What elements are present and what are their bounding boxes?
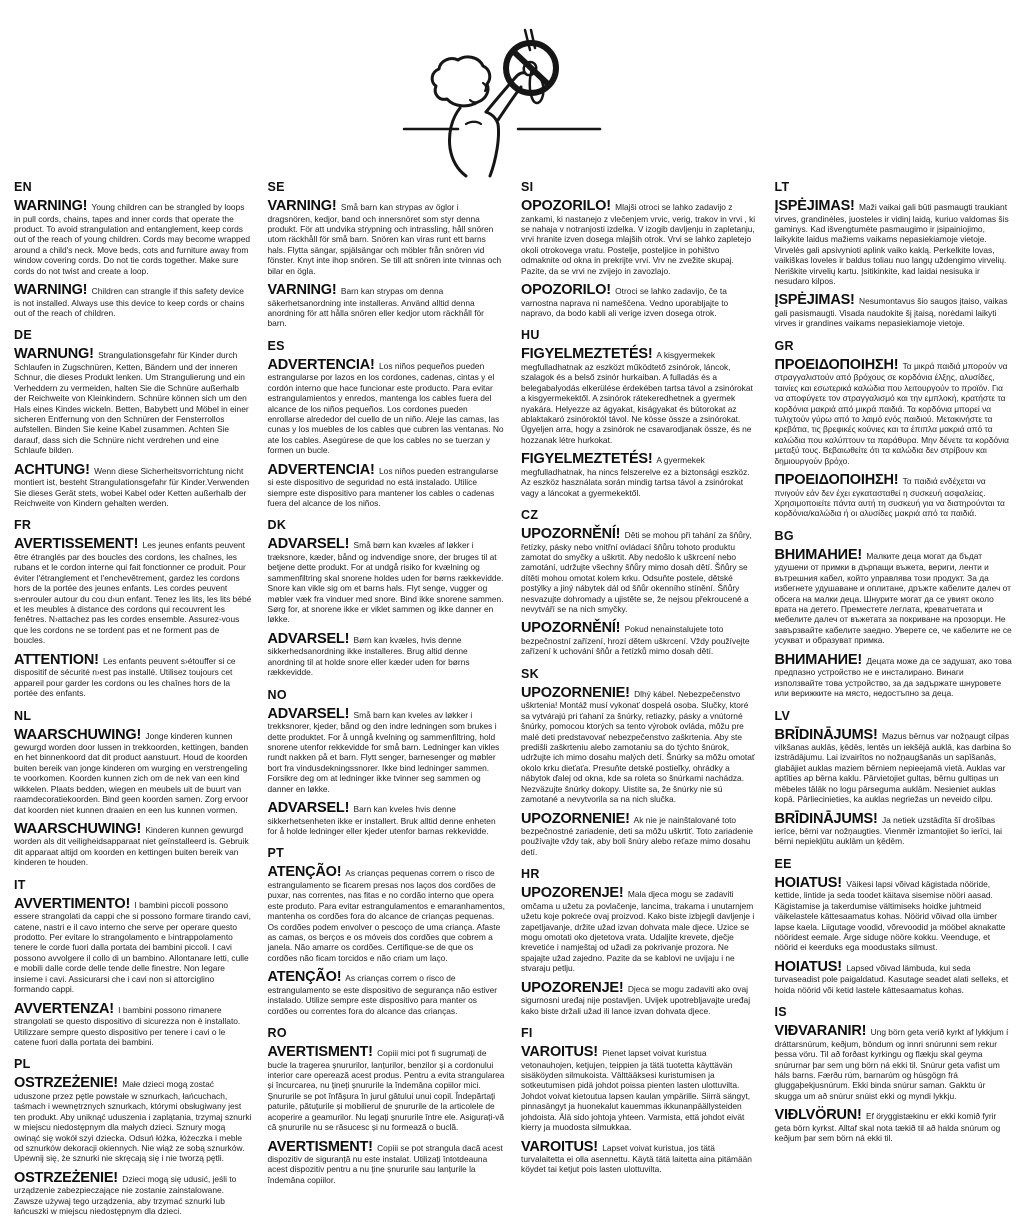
language-code: HU: [521, 328, 540, 343]
warning-body-text: Lapset voivat kuristua, jos tätä turvalaitetta ei olla asennettu. Käytä tätä laitetta aina pitämään köydet tai ketjut pois lasten ulottuvilta.: [521, 1142, 752, 1175]
warning-heading: WARNING!: [14, 198, 88, 214]
warning-paragraph: [268, 199, 506, 276]
warning-heading: ADVERTENCIA!: [267, 461, 375, 478]
language-code: HR: [521, 867, 540, 882]
language-code: DE: [14, 328, 32, 343]
warning-body-text: Les enfants peuvent s›étouffer si ce dispositif de sécurité n›est pas installé. Utilisez toujours cet appareil pour garder les cordons ou les chaînes hors de la portée des enfants.: [14, 655, 236, 699]
warning-body-text: Mala djeca mogu se zadaviti omčama u užetu za povlačenje, lancima, trakama i unutarnjem užetu koje pokreće ovaj proizvod. Kako biste izbjegli davljenje i zapetljavanje, držite užad izvan dohvata male djece. Uzice se mogu omotati oko djetetova vrata. Udaljite krevete, dječje krevetiće i namještaj od užadi za pokrivanje prozora. Ne spajajte užad zajedno. Pazite da se kablovi ne uvijaju i ne stvaraju petlju.: [521, 889, 755, 974]
warning-paragraph: [14, 1076, 252, 1163]
warning-illustration: [0, 28, 1024, 178]
warning-body-text: Otroci se lahko zadavijo, če ta varnostna naprava ni nameščena. Vedno uporabljajte to napravo, da bodo kabli ali verige izven dosega otrok.: [521, 286, 729, 318]
warning-body-text: As crianças correm o risco de estrangulamento se este dispositivo de segurança não estiver instalado. Utilize sempre este dispositivo para manter os cordões ou correntes fora do alcance das crianças.: [267, 973, 498, 1016]
warning-body-text: Små børn kan kvæles af løkker i træksnore, kæder, bånd og indvendige snore, der bruges til at betjene dette produkt. For at undgå risiko for kvælning og sammenfiltring skal snorene holdes uden for børns rækkevidde. Snore kan vikle sig om et barns hals. Flyt senge, vugger og møbler væk fra vinduer med snore. Bind ikke snorene sammen. Sørg for, at snorene ikke er viklet sammen og ikke danner en løkke.: [267, 540, 504, 625]
warning-paragraph: [775, 293, 1013, 328]
warning-heading: HOIATUS!: [774, 874, 842, 891]
warning-body-text: Jonge kinderen kunnen gewurgd worden door lussen in trekkoorden, kettingen, banden en het binnenkoord dat dit product aanstuurt. Houd de koorden buiten bereik van jonge kinderen om wurging en verstrengeling te voorkomen. Koorden kunnen zich om de nek van een kind wikkelen. Plaats bedden, wiegen en meubels uit de buurt van raamdecoratiekoorden. Bind geen koorden samen. Zorg ervoor dat koorden niet kunnen draaien en een lus kunnen vormen.: [14, 730, 249, 815]
warning-section-ee: [775, 857, 1013, 995]
language-code: SK: [521, 666, 539, 681]
warning-paragraph: [268, 537, 506, 624]
warning-paragraph: [14, 537, 252, 645]
warning-body-text: Децата може да се задушат, ако това предпазно устройство не е инсталирано. Винаги използвайте това устройство, за да задържате шнуровете или верижките на място, недостъпно за деца.: [774, 655, 1012, 699]
warning-body-text: A kisgyermekek megfulladhatnak az eszközt működtető zsinórok, láncok, szalagok és a belső zsinór hurkaiban. A fulladás és a belegabalyodás elkerülése érdekében tartsa távol a zsinórokat a kisgyermekektől. A zsinórok rátekeredhetnek a gyermek nyakára. Helyezze az ágyakat, kiságyakat és bútorokat az ablaktakaró zsinóroktól távol. Ne kösse össze a zsinórokat. Ügyeljen arra, hogy a zsinórok ne csavarodjanak össze, és ne hozzanak létre hurkokat.: [521, 350, 753, 445]
warning-heading: ADVARSEL!: [267, 705, 350, 722]
warning-body-text: Young children can be strangled by loops in pull cords, chains, tapes and inner cords that operate the product. To avoid strangulation and entanglement, keep cords out of the reach of young children. Cords may become wrapped around a child's neck. Move beds, cots and furniture away from window covering cords. Do not tie cords together. Make sure cords do not twist and create a loop.: [14, 202, 251, 276]
warning-body-text: Τα μικρά παιδιά μπορούν να στραγγαλιστούν από βρόχους σε κορδόνια έλξης, αλυσίδες, ταινίες και εσωτερικά καλώδια που λειτουργούν το προϊόν. Για να αποφύγετε τον στραγγαλισμό και την εμπλοκή, κρατήστε τα κορδόνια μακριά από μικρά παιδιά. Τα κορδόνια μπορεί να τυλιχτούν γύρω από το λαιμό ενός παιδιού. Μετακινήστε τα κρεβάτια, τις βρεφικές κούνιες και τα έπιπλα μακριά από τα καλώδια που καλύπτουν τα παράθυρα. Μην δένετε τα κορδόνια μεταξύ τους. Βεβαιωθείτε ότι τα καλώδια δεν στρίβουν και δημιουργούν βρόχο.: [774, 360, 1010, 466]
warning-heading: ВНИМАНИЕ!: [774, 546, 863, 563]
warning-paragraph: [521, 199, 759, 276]
warning-body-text: Mlajši otroci se lahko zadavijo z zankami, ki nastanejo z vlečenjem vrvic, verig, trakov in vrvi , ki se nahaja v notranjosti izdelka. V izogib davljenju in zapletanju, vrvi hranite izven dosega mlajših otrok. Vrvi se lahko zapletejo okoli otrokovega vratu. Postelje, posteljice in pohištvo odmaknite od okna in prekrijte vrvi. Vrv ne zvežite skupaj. Pazite, da se vrvi ne zvijejo in zavozlajo.: [521, 202, 756, 276]
warning-heading: AVERTISMENT!: [267, 1138, 373, 1155]
warning-paragraph: [775, 1108, 1013, 1143]
warning-body-text: Copiii se pot strangula dacă acest dispozitiv de siguranță nu este instalat. Utilizați întotdeauna acest dispozitiv pentru a nu ține șnururile sau lanțurile la îndemâna copiilor.: [267, 1142, 503, 1185]
warning-body-text: Děti se mohou při tahání za šňůry, řetízky, pásky nebo vnitřní ovládací šňůru tohoto produktu zamotat do smyčky a uškrtit. Aby nedošlo k uškrcení nebo zamotání, udržujte všechny šňůry mimo dosah dětí. Šňůry se dítěti mohou omotat kolem krku. Odsuňte postele, dětské postýlky a jiný nábytek dál od šňůr okenního stínění. Šňůry nesvazujte dohromady a ujistěte se, že nejsou překroucené a nevytváří se na nich smyčky.: [521, 530, 752, 615]
language-code: SI: [521, 180, 534, 194]
warning-paragraph: [775, 1024, 1013, 1101]
warning-body-text: As crianças pequenas correm o risco de estrangulamento se ficarem presas nos laços dos cordões de puxar, nas correntes, nas fitas e no cordão interno que opera este produto. Para evitar estrangulamentos e emaranhamentos, mantenha os cordões fora do alcance de crianças pequenas. Os cordões podem envolver o pescoço de uma criança. Afaste as camas, os berços e os móveis dos cordões que cobrem a janela. Não amarre os cordões. Certifique-se de que os cordões não ficam torcidos e não criam um laço.: [267, 868, 505, 963]
warning-section-en: [14, 180, 252, 318]
warning-body-text: Ak nie je nainštalované toto bezpečnostné zariadenie, deti sa môžu uškrtiť. Toto zariadenie používajte vždy tak, aby boli šnúry alebo reťaze mimo dosahu detí.: [521, 814, 754, 857]
warning-paragraph: [775, 812, 1013, 847]
warning-paragraph: [775, 653, 1013, 699]
warning-heading: ΠΡΟΕΙΔΟΠΟΙΗΣΗ!: [774, 356, 899, 373]
warning-heading: AVVERTENZA!: [14, 1000, 114, 1017]
language-code: DK: [267, 518, 287, 533]
warning-heading: ACHTUNG!: [14, 461, 90, 478]
warning-body-text: Children can strangle if this safety device is not installed. Always use this device to keep cords or chains out of the reach of children.: [14, 286, 245, 318]
warning-paragraph: [14, 347, 252, 455]
warning-heading: VAROITUS!: [521, 1138, 598, 1155]
warning-heading: UPOZORNENIE!: [521, 810, 630, 827]
warning-heading: OPOZORILO!: [521, 282, 611, 299]
warning-paragraph: [521, 981, 759, 1016]
warning-body-text: Barn kan kveles hvis denne sikkerhetsenheten ikke er installert. Bruk alltid denne enheten for å holde ledninger eller kjeder utenfor barnas rekkevidde.: [267, 804, 496, 837]
warning-section-sk: [521, 667, 759, 857]
child-reaching-cord-illustration: [382, 28, 642, 178]
language-code: LT: [774, 180, 790, 194]
language-code: GR: [774, 338, 794, 353]
warning-section-dk: [268, 518, 506, 677]
warning-body-text: Maži vaikai gali būti pasmaugti traukiant virves, grandinėles, juosteles ir vidinį laidą, kuriuo valdomas šis gaminys. Kad išvengtumėte pasmaugimo ir įsipainiojimo, laikykite laidus mažiems vaikams nepasiekiamoje vietoje. Virvelės gali apsivynioti aplink vaiko kaklą. Perkelkite lovas, vaikiškas loveles ir baldus toliau nuo langų uždengimo virvelių. Neriškite virvelių kartu. Įsitikinkite, kad laidai nesisuka ir nesudaro kilpos.: [774, 202, 1009, 287]
warning-paragraph: [775, 473, 1013, 519]
warning-section-fi: [521, 1026, 759, 1175]
warning-body-text: I bambini possono rimanere strangolati se questo dispositivo di sicurezza non è installato. Utilizzare sempre questo dispositivo per tenere i cavi o le catene fuori dalla portata dei bambini.: [14, 1004, 241, 1047]
warning-section-si: [521, 180, 759, 318]
warning-heading: WAARSCHUWING!: [14, 726, 142, 743]
warning-body-text: Wenn diese Sicherheitsvorrichtung nicht montiert ist, besteht Strangulationsgefahr für Kinder.Verwenden Sie dieses Gerät stets, wobei Kabel oder Ketten außerhalb der Reichweite von Kindern gehalten werden.: [14, 465, 250, 509]
warning-body-text: I bambini piccoli possono essere strangolati da cappi che si possono formare tirando cavi, catene, nastri e il cavo interno che serve per operare questo prodotto. Per evitare lo strangolamento e l›intrappolamento tenere le corde fuori dalla portata dei bambini piccoli. I cavi possono avvolgere il collo di un bambino. Allontanare letti, culle e mobili dalle corde delle tende delle finestre. Non legare insieme i cavi. Assicurarsi che i cavi non si attorciglino formando cappi.: [14, 899, 251, 995]
warning-section-hr: [521, 867, 759, 1016]
warning-heading: WARNING!: [14, 282, 88, 299]
warning-paragraph: [521, 347, 759, 445]
warning-heading: ADVARSEL!: [267, 630, 350, 647]
warning-heading: UPOZORENJE!: [521, 979, 624, 996]
language-code: NL: [14, 708, 32, 723]
language-code: PT: [267, 846, 285, 861]
warning-heading: ADVARSEL!: [267, 800, 350, 817]
warning-section-ro: [268, 1026, 506, 1185]
warning-body-text: Pienet lapset voivat kuristua vetonauhojen, ketjujen, teippien ja tätä tuotetta käyttävän sisäköyden silmukoista. Välttääksesi kuristumisen ja sotkeutumisen pidä johdot poissa pienten lasten ulottuvilta. Johdot voivat kietoutua lapsen kaulan ympärille. Siirrä sängyt, pinnasängyt ja huonekalut kauemmas ikkunanpäällysteiden johdoista. Älä sido johtoja yhteen. Varmista, että johdot eivät kierry ja muodosta silmukkaa.: [521, 1048, 751, 1133]
warning-heading: VAROITUS!: [521, 1044, 598, 1061]
warning-body-text: A gyermekek megfulladhatnak, ha nincs felszerelve ez a biztonsági eszköz. Az eszköz használata során mindig tartsa távol a zsinórokat vagy a láncokat a gyermekektől.: [521, 455, 750, 498]
warning-paragraph: [775, 876, 1013, 953]
warning-section-de: [14, 328, 252, 508]
warning-paragraph: [268, 632, 506, 678]
warning-heading: OPOZORILO!: [521, 198, 611, 214]
language-code: ES: [267, 338, 285, 353]
language-code: EE: [774, 856, 792, 871]
warning-paragraph: [14, 728, 252, 815]
warning-body-text: Väikesi lapsi võivad kägistada nööride, kettide, lintide ja seda toodet käitava sisemise nööri aasad. Kägistamise ja takerdumise vältimiseks hoidke juhtmeid väikelastele kättesaamatus kohas. Nöörid võivad olla ümber lapse kaela. Liigutage voodid, võrevoodid ja mööbel aknakatte nööridest eemale. Ärge siduge nööre kokku. Veenduge, et nöörid ei keerduks ega moodustaks silmust.: [774, 878, 1006, 953]
warning-paragraph: [268, 970, 506, 1016]
language-code: EN: [14, 180, 32, 194]
warning-body-text: Barn kan strypas om denna säkerhetsanordning inte installeras. Använd alltid denna anordning för att hålla snören eller kedjor utom räckhåll för barn.: [267, 286, 484, 329]
warning-heading: UPOZORNĚNÍ!: [521, 526, 621, 543]
warning-body-text: Dzieci mogą się udusić, jeśli to urządzenie zabezpieczające nie zostanie zainstalowane. Zawsze używaj tego urządzenia, aby trzymać sznurki lub łańcuszki w miejscu niedostępnym dla dzieci.: [14, 1173, 237, 1217]
warning-body-text: Les jeunes enfants peuvent être étranglés par des boucles des cordons, les chaînes, les rubans et le cordon interne qui fait fonctionner ce produit. Pour éviter l'étranglement et l'enchevêtrement, gardez les cordons hors de la portée des jeunes enfants. Les cordes peuvent s›enrouler autour du cou d›un enfant. Tenez les lits, les lits bébé et les meubles à distance des cordons qui recouvrent les fenêtres. N›attachez pas les cordes ensemble. Assurez-vous que les cordons ne se tordent pas et ne forment pas de boucles.: [14, 540, 252, 646]
language-code: IS: [774, 1005, 787, 1020]
warning-paragraph: [268, 283, 506, 329]
warning-body-text: Lapsed võivad lämbuda, kui seda turvaseadist pole paigaldatud. Kasutage seadet alati selleks, et hoida nöörid või ketid lastele kättesaamatus kohas.: [774, 962, 1009, 995]
warning-paragraph: [521, 621, 759, 656]
cord: [525, 30, 530, 50]
column-1: [14, 176, 252, 1227]
language-code: BG: [774, 528, 794, 543]
warning-section-es: [268, 339, 506, 509]
warning-paragraph: [14, 822, 252, 868]
language-code: CZ: [521, 508, 539, 523]
language-code: NO: [267, 687, 287, 702]
warning-body-text: Nesumontavus šio saugos įtaiso, vaikas gali pasismaugti. Visada naudokite šį įtaisą, norėdami laikyti virves ir grandines vaikams nepasiekiamoje vietoje.: [774, 296, 1008, 329]
warning-text-columns: [14, 176, 1012, 1227]
warning-paragraph: [268, 1045, 506, 1132]
warning-paragraph: [775, 548, 1013, 646]
warning-heading: OSTRZEŻENIE!: [14, 1075, 118, 1092]
warning-section-hu: [521, 328, 759, 498]
warning-section-is: [775, 1005, 1013, 1143]
warning-body-text: Τα παιδιά ενδέχεται να πνιγούν εάν δεν έχει εγκατασταθεί η συσκευή ασφαλείας. Χρησιμοποιείτε πάντα αυτή τη συσκευή για να διατηρούνται τα κορδόνια/καλώδια ή οι αλυσίδες μακριά από τα παιδιά.: [774, 476, 1005, 519]
warning-body-text: Pokud nenainstalujete toto bezpečnostní zařízení, hrozí dětem uškrcení. Vždy používejte zařízení k uchování šňůr a řetízků mimo dosah dětí.: [521, 624, 750, 657]
warning-paragraph: [14, 199, 252, 276]
warning-heading: ATENÇÃO!: [267, 864, 342, 881]
warning-heading: VIÐLVÖRUN!: [774, 1107, 862, 1124]
warning-heading: OSTRZEŻENIE!: [14, 1169, 118, 1186]
warning-paragraph: [14, 463, 252, 509]
warning-body-text: Små barn kan kveles av løkker i trekksnorer, kjeder, bånd og den indre ledningen som brukes i dette produktet. For å unngå kvelning og sammenfiltring, hold snorene utenfor rekkevidde for små barn. Ledninger kan vikles rundt nakken på et barn. Flytt senger, barnesenger og møbler bort fra vindusdekningssnorer. Ikke bind ledninger sammen. Forsikre deg om at ledninger ikke tvinner seg sammen og danner en løkke.: [267, 709, 500, 794]
warning-section-bg: [775, 529, 1013, 699]
warning-paragraph: [521, 886, 759, 973]
warning-heading: ATTENTION!: [14, 651, 99, 668]
warning-paragraph: [14, 1002, 252, 1048]
warning-heading: AVVERTIMENTO!: [14, 895, 131, 912]
warning-body-text: Mazus bērnus var nožņaugt cilpas vilkšanas auklās, ķēdēs, lentēs un iekšējā auklā, kas darbina šo izstrādājumu. Lai izvairītos no nožņaugšanās un sapīšanās, glabājiet auklas maziem bērniem nepieejamā vietā. Auklas var aptīties ap bērna kaklu. Pārvietojiet gultas, bērnu gultiņas un mēbeles tālāk no logu pārseguma auklām. Nesieniet auklas kopā. Pārliecinieties, ka auklas negriežas un neveido cilpu.: [774, 730, 1011, 805]
warning-paragraph: [14, 283, 252, 318]
warning-heading: UPOZORNĚNÍ!: [521, 620, 621, 637]
warning-section-nl: [14, 709, 252, 868]
child-head: [432, 57, 490, 106]
child-torso: [449, 108, 466, 176]
warning-section-no: [268, 688, 506, 837]
column-2: [268, 176, 506, 1227]
language-code: FR: [14, 518, 32, 533]
warning-body-text: Strangulationsgefahr für Kinder durch Schlaufen in Zugschnüren, Ketten, Bändern und der inneren Schnur, die dieses Produkt lenken. Um Strangulierung und ein Verheddern zu vermeiden, halten Sie die Schnüre außerhalb der Reichweite von Kleinkindern. Schnüre können sich um den Hals eines Kindes wickeln. Betten, Babybett und Möbel in einer sicheren Entfernung von den Schnüren der Fensterrollos aufstellen. Binden Sie keine Kabel zusammen. Achten Sie darauf, dass sich die Schnüre nicht verdrehen und eine Schlaufe bilden.: [14, 350, 249, 456]
warning-section-fr: [14, 518, 252, 698]
warning-paragraph: [14, 897, 252, 995]
warning-body-text: Børn kan kvæles, hvis denne sikkerhedsanordning ikke installeres. Brug altid denne anordning til at holde snore eller kæder uden for børns rækkevidde.: [267, 634, 470, 678]
warning-body-text: Ja netiek uzstādīta šī drošības ierīce, bērni var nožņaugties. Vienmēr izmantojiet šo ierīci, lai bērni nepiekļūtu auklām un ķēdēm.: [774, 814, 1002, 847]
column-3: [521, 176, 759, 1227]
warning-heading: ΠΡΟΕΙΔΟΠΟΙΗΣΗ!: [774, 472, 899, 489]
language-code: RO: [267, 1026, 287, 1041]
warning-section-cz: [521, 508, 759, 657]
warning-heading: WARNUNG!: [14, 346, 94, 363]
warning-heading: ĮSPĖJIMAS!: [774, 292, 855, 309]
warning-heading: FIGYELMEZTETÉS!: [521, 451, 653, 468]
warning-heading: VARNING!: [267, 198, 337, 214]
warning-heading: ADVERTENCIA!: [267, 356, 375, 373]
warning-section-pt: [268, 846, 506, 1016]
warning-body-text: Los niños pequeños pueden estrangularse por lazos en los cordones, cadenas, cintas y el cordón interno que hace funcionar este producto. Para evitar estrangulamientos y enredos, mantenga los cables fuera del alcance de los niños pequeños. Los cordones pueden enrollarse alrededor del cuello de un niño. Aleje las camas, las cunas y los muebles de los cables que cubren las ventanas. No ate los cables. Asegúrese de que los cables no se tuerzan y formen un bucle.: [267, 360, 504, 456]
warning-heading: ĮSPĖJIMAS!: [774, 198, 855, 214]
warning-body-text: Los niños pueden estrangularse si este dispositivo de seguridad no está instalado. Utilice siempre este dispositivo para mantener los cables o cadenas fuera del alcance de los niños.: [267, 465, 499, 509]
warning-body-text: Малките деца могат да бъдат удушени от примки в дърпащи въжета, вериги, ленти и вътрешния кабел, който управлява този продукт. За да избегнете удушаване и оплитане, дръжте кабелите далеч от обсега на малки деца. Шнурите могат да се увият около врата на детето. Преместете леглата, креватчетата и мебелите далеч от въжетата за покриване на прозорци. Не завързвайте кабелите заедно. Уверете се, че кабелите не се усукват и образуват примка.: [774, 550, 1012, 646]
warning-body-text: Ef öryggistækinu er ekki komið fyrir geta börn kyrkst. Alltaf skal nota tækið til að halda snúrum og keðjum þar sem börn ná ekki til.: [774, 1111, 1001, 1144]
warning-section-se: [268, 180, 506, 329]
warning-heading: BRĪDINĀJUMS!: [774, 810, 878, 827]
warning-paragraph: [521, 1045, 759, 1132]
warning-heading: FIGYELMEZTETÉS!: [521, 346, 653, 363]
warning-heading: VIÐVARANIR!: [774, 1023, 867, 1040]
warning-heading: WAARSCHUWING!: [14, 820, 142, 837]
warning-heading: UPOZORENJE!: [521, 885, 624, 902]
warning-heading: UPOZORNENIE!: [521, 684, 630, 701]
child-torso: [486, 112, 499, 176]
warning-body-text: Małe dzieci mogą zostać uduszone przez pętle powstałe w sznurkach, łańcuchach, taśmach i wewnętrznych sznurkach, którymi obsługiwany jest ten produkt. Aby uniknąć uduszenia i zaplątania, trzymaj sznurki w miejscu niedostępnym dla małych dzieci. Sznury mogą owinąć się wokół szyi dziecka. Odsuń łóżka, łóżeczka i meble od sznurków dekoracji okiennych. Nie wiąż ze sobą sznurków. Upewnij się, że sznurki nie skręcają się i nie tworzą pętli.: [14, 1079, 252, 1164]
warning-paragraph: [775, 199, 1013, 286]
warning-paragraph: [521, 812, 759, 858]
warning-paragraph: [775, 960, 1013, 995]
warning-paragraph: [521, 527, 759, 614]
warning-paragraph: [268, 707, 506, 794]
warning-paragraph: [521, 452, 759, 498]
warning-paragraph: [521, 686, 759, 805]
warning-heading: AVERTISMENT!: [267, 1044, 373, 1061]
warning-body-text: Djeca se mogu zadaviti ako ovaj sigurnosni uređaj nije postavljen. Uvijek upotrebljavajte uređaj kako biste držali užad ili lance izvan dohvata djece.: [521, 983, 751, 1016]
warning-heading: AVERTISSEMENT!: [14, 536, 139, 553]
warning-body-text: Copiii mici pot fi sugrumați de bucle la tragerea șnururilor, lanțurilor, benzilor și a cordonului interior care operează acest produs. Pentru a evita strangularea și încurcarea, nu țineți șnururile la îndemâna copiilor mici. Șnururile se pot înfășura în jurul gâtului unui copil. Îndepărtați paturile, pătuțurile și mobilierul de șnururile de la articolele de acoperire a geamurilor. Nu legați șnururile între ele. Asigurați-vă că șnururile nu se răsucesc și nu formează o buclă.: [267, 1048, 505, 1133]
warning-section-gr: [775, 339, 1013, 519]
warning-paragraph: [521, 283, 759, 318]
warning-paragraph: [268, 358, 506, 456]
warning-paragraph: [775, 728, 1013, 805]
language-code: IT: [14, 877, 26, 892]
warning-heading: VARNING!: [267, 282, 337, 299]
language-code: SE: [267, 180, 285, 194]
warning-paragraph: [521, 1140, 759, 1175]
language-code: PL: [14, 1057, 31, 1072]
child-face: [483, 83, 486, 91]
warning-paragraph: [268, 1140, 506, 1186]
warning-paragraph: [268, 865, 506, 963]
warning-paragraph: [14, 1171, 252, 1217]
warning-section-it: [14, 878, 252, 1048]
language-code: FI: [521, 1026, 533, 1041]
warning-paragraph: [14, 653, 252, 699]
warning-heading: ВНИМАНИЕ!: [774, 651, 863, 668]
warning-paragraph: [775, 358, 1013, 466]
warning-heading: ATENÇÃO!: [267, 969, 342, 986]
warning-heading: ADVARSEL!: [267, 536, 350, 553]
warning-body-text: Små barn kan strypas av öglor i dragsnören, kedjor, band och innersnöret som styr denna produkt. För att undvika strypning och intrassling, håll snören utom räckhåll för små barn. Snören kan viras runt ett barns hals. Flytta sängar, spjälsängar och möbler från snören vid fönster. Knyt inte ihop snören. Se till att snören inte tvinnas och bilar en ögla.: [267, 202, 502, 276]
language-code: LV: [774, 708, 791, 723]
warning-paragraph: [268, 801, 506, 836]
warning-section-lv: [775, 709, 1013, 847]
warning-body-text: Dlhý kábel. Nebezpečenstvo uškrtenia! Montáž musí vykonať dospelá osoba. Slučky, ktoré sa vytvárajú pri ťahaní za šnúrky, retiazky, pásky a vnútorné šnúrky, pomocou ktorých sa tento výrobok ovláda, môžu pre malé deti predstavovať nebezpečenstvo zaškrtenia. Aby ste predišli zaškrteniu alebo zamotaniu sa do týchto šnúrok, udržujte ich mimo dosahu malých detí. Šnúrky sa môžu omotať okolo krku dieťaťa. Presuňte detské postieľky, ohrádky a nábytok ďalej od okna, kde sa roleta so šnúrkami nachádza. Nezväzujte šnúrky dokopy. Uistite sa, že šnúrky nie sú zamotané a nevytvorila sa na nich slučka.: [521, 688, 756, 805]
warning-paragraph: [268, 463, 506, 509]
warning-heading: BRĪDINĀJUMS!: [774, 726, 878, 743]
warning-heading: HOIATUS!: [774, 958, 842, 975]
warning-section-pl: [14, 1057, 252, 1216]
child-shoulder: [466, 122, 481, 124]
column-4: [775, 176, 1013, 1227]
warning-section-lt: [775, 180, 1013, 329]
warning-body-text: Kinderen kunnen gewurgd worden als dit veiligheidsapparaat niet geïnstalleerd is. Gebruik dit apparaat altijd om koorden en kettingen buiten bereik van kinderen te houden.: [14, 824, 249, 868]
warning-body-text: Ung börn geta verið kyrkt af lykkjum í dráttarsnúrum, keðjum, böndum og innri snúrunni sem rekur þessa vöru. Til að forðast kyrkingu og flækju skal geyma snúrurnar þar sem ung börn ná ekki til. Snúrur geta vafist um háls barns. Færðu rúm, barnarúm og húsgögn frá gluggaþekjusnúrum. Ekki binda snúrur saman. Gakktu úr skugga um að snúrur snúist ekki og myndi lykkju.: [774, 1027, 1009, 1101]
